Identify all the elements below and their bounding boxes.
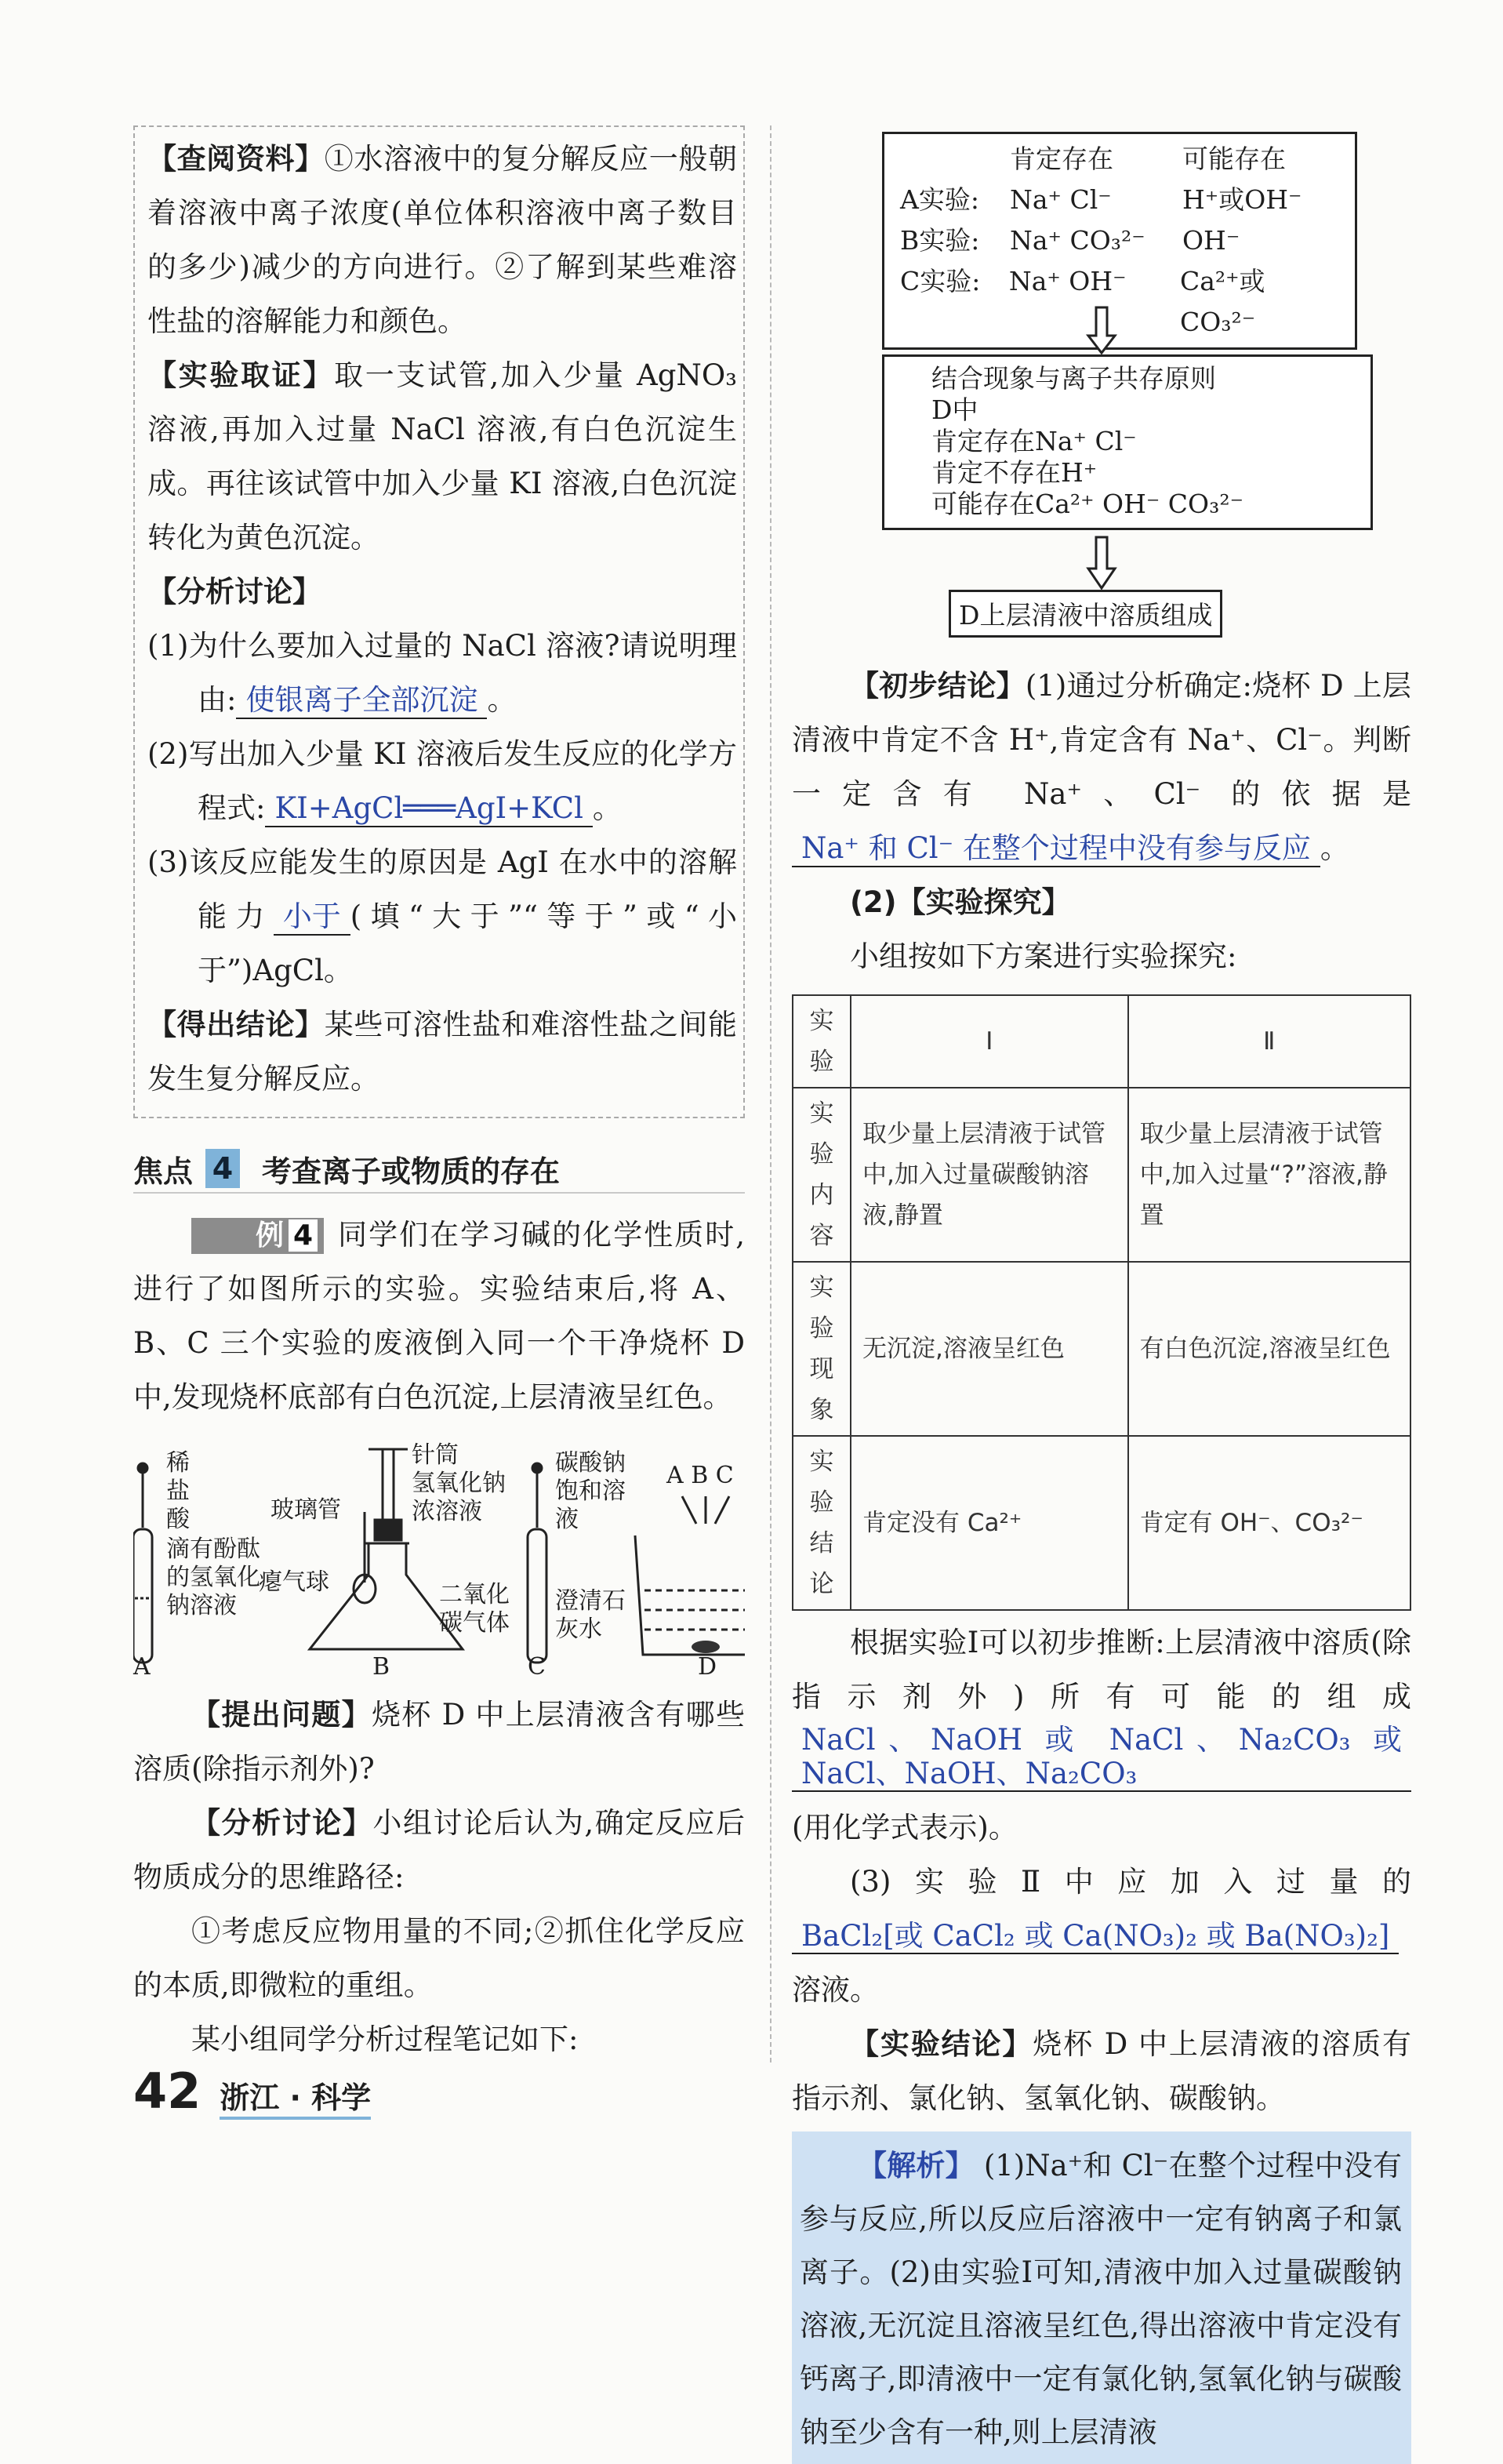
col-sure: 肯定存在 [1010,144,1113,174]
table-row [793,1088,1410,1262]
label-glass-tube: 玻璃管 [270,1496,341,1524]
path-text: ①考虑反应物用量的不同;②抓住化学反应的本质,即微粒的重组。 [133,1914,745,2002]
ref-head: 【查阅资料】 [147,142,325,176]
table-row [793,1262,1410,1436]
label-dilute-hcl: 稀盐酸 [166,1449,190,1533]
table-cell: 无沉淀,溶液呈红色 [851,1262,1128,1436]
focus-title: 考查离子或物质的存在 [262,1154,561,1189]
analysis-box [792,2131,1411,2464]
row-b-label: B实验: [900,225,980,256]
q3-end: 溶液。 [792,1972,879,2007]
row-c-label: C实验: [900,266,981,296]
experiment-figure [133,1441,745,1681]
row-a-maybe: H⁺或OH⁻ [1182,184,1302,215]
label-b: B [372,1653,390,1681]
ask-head: 【提出问题】 [191,1698,372,1732]
q3-answer: BaCl₂[或 CaCl₂ 或 Ca(NO₃)₂ 或 Ba(NO₃)₂] [792,1920,1399,1955]
table-cell: 取少量上层清液于试管中,加入过量碳酸钠溶液,静置 [851,1088,1128,1262]
mid-line-1: 结合现象与离子共存原则 [931,363,1216,394]
table-header-cell: 实验 [793,995,851,1088]
answer-1: 使银离子全部沉淀 [236,684,487,719]
focus-label: 焦点 [133,1154,194,1189]
label-naoh-solution: 氢氧化钠浓溶液 [412,1470,506,1525]
label-abc: A B C [666,1462,734,1489]
table-row [793,1436,1410,1610]
answer-3: 小于 [274,900,350,936]
row-b-maybe: OH⁻ [1182,225,1240,256]
exp2-text: 小组按如下方案进行实验探究: [850,939,1237,973]
table-cell: 实验内容 [793,1088,851,1262]
table-cell: 取少量上层清液于试管中,加入过量“?”溶液,静置 [1128,1088,1410,1262]
concl-text: 某些可溶性盐和难溶性盐之间能发生复分解反应。 [147,1008,738,1096]
column-divider [770,125,771,2062]
row-c-sure: Na⁺ OH⁻ [1008,266,1127,296]
label-a: A [133,1653,151,1681]
table-header-cell: Ⅰ [851,995,1128,1088]
pre-text: (1)通过分析确定:烧杯 D 上层清液中肯定不含 H⁺,肯定含有 Na⁺、Cl⁻。判断一定含有 Na⁺、Cl⁻ 的依据是 [792,669,1411,811]
infer-end: (用化学式表示)。 [792,1810,1018,1844]
flow-mid-box [882,354,1373,530]
label-c: C [528,1653,546,1681]
table-cell: 肯定没有 Ca²⁺ [851,1436,1128,1610]
row-b-sure: Na⁺ CO₃²⁻ [1010,225,1145,256]
page-number: 42 [133,2062,201,2120]
infer-text: 根据实验Ⅰ可以初步推断:上层清液中溶质(除指示剂外)所有可能的组成 [792,1626,1411,1714]
label-co2: 二氧化碳气体 [439,1581,510,1637]
disc-head: 【分析讨论】 [147,575,321,609]
question-3: (3)该反应能发生的原因是 AgI 在水中的溶解能力 [147,845,737,933]
example-label: 例 [256,1219,285,1252]
example-number: 4 [289,1219,318,1252]
focus-number: 4 [205,1149,240,1188]
table-cell: 有白色沉淀,溶液呈红色 [1128,1262,1410,1436]
example-paragraph [133,1208,745,1424]
mid-line-5: 可能存在Ca²⁺ OH⁻ CO₃²⁻ [931,489,1243,519]
left-column [133,125,745,2066]
right-column [792,125,1411,2464]
concl2-head: 【实验结论】 [850,2026,1033,2061]
analysis-head: 【解析】 [858,2148,975,2182]
question-1: (1)为什么要加入过量的 NaCl 溶液?请说明理由: [147,629,737,717]
exp-head: 【实验取证】 [147,358,335,392]
q3-text: (3)实验Ⅱ中应加入过量的 [850,1864,1411,1899]
ask-text: 烧杯 D 中上层清液含有哪些溶质(除指示剂外)? [133,1698,745,1786]
mid-line-3: 肯定存在Na⁺ Cl⁻ [931,426,1137,456]
answer-2: KI+AgCl═══AgI+KCl [265,792,592,827]
flow-bottom-box: D上层清液中溶质组成 [949,590,1222,638]
label-na2co3: 碳酸钠饱和溶液 [555,1449,626,1533]
concl2-text: 烧杯 D 中上层清液的溶质有指示剂、氯化钠、氢氧化钠、碳酸钠。 [792,2026,1412,2115]
label-balloon: 瘪气球 [259,1568,329,1596]
example-text: 同学们在学习碱的化学性质时,进行了如图所示的实验。实验结束后,将 A、B、C 三个实验的废液倒入同一个干净烧杯 D 中,发现烧杯底部有白色沉淀,上层清液呈红色。 [133,1218,745,1414]
analysis-flowchart [792,125,1411,659]
mid-line-4: 肯定不存在H⁺ [931,457,1098,488]
infer-answer: NaCl、NaOH 或 NaCl、Na₂CO₃ 或 NaCl、NaOH、Na₂CO₃ [792,1724,1411,1792]
mid-line-2: D中 [931,394,978,425]
pre-head: 【初步结论】 [850,669,1026,703]
question-1-end: 。 [487,683,517,717]
label-limewater: 澄清石灰水 [555,1587,626,1643]
example-badge [191,1218,324,1254]
disc2-text: 小组讨论后认为,确定反应后物质成分的思维路径: [133,1806,746,1894]
table-header-cell: Ⅱ [1128,995,1410,1088]
reference-box [133,125,745,1118]
question-2: (2)写出加入少量 KI 溶液后发生反应的化学方程式: [147,737,737,825]
disc2-head: 【分析讨论】 [191,1806,373,1840]
pre-end: 。 [1320,831,1349,865]
ref-text: ①水溶液中的复分解反应一般朝着溶液中离子浓度(单位体积溶液中离子数目的多少)减少的方向进行。②了解到某些难溶性盐的溶解能力和颜色。 [147,142,738,338]
row-a-label: A实验: [900,184,979,215]
table-cell: 实验结论 [793,1436,851,1610]
label-naoh-phenolphthalein: 滴有酚酞的氢氧化钠溶液 [166,1535,260,1619]
note-text: 某小组同学分析过程笔记如下: [191,2022,579,2056]
focus-heading [133,1145,745,1194]
exp2-head: (2)【实验探究】 [850,885,1071,919]
analysis-text: (1)Na⁺和 Cl⁻在整个过程中没有参与反应,所以反应后溶液中一定有钠离子和氯离子。(2)由实验Ⅰ可知,清液中加入过量碳酸钠溶液,无沉淀且溶液呈红色,得出溶液中肯定没有钙离子,即清液中一定有氯化钠,氢氧化钠与碳酸钠至少含有一种,则上层清液 [800,2148,1402,2449]
table-cell: 实验现象 [793,1262,851,1436]
question-2-end: 。 [592,791,622,825]
experiment-table [792,994,1411,1611]
col-maybe: 可能存在 [1182,144,1286,174]
exp-text: 取一支试管,加入少量 AgNO₃ 溶液,再加入过量 NaCl 溶液,有白色沉淀生成。再往该试管中加入少量 KI 溶液,白色沉淀转化为黄色沉淀。 [147,358,738,554]
row-c-maybe: Ca²⁺或CO₃²⁻ [1179,266,1265,337]
table-cell: 肯定有 OH⁻、CO₃²⁻ [1128,1436,1410,1610]
concl-head: 【得出结论】 [147,1008,325,1041]
table-header-row [793,995,1410,1088]
page-footer [133,2062,371,2120]
pre-answer: Na⁺ 和 Cl⁻ 在整个过程中没有参与反应 [792,832,1320,867]
question-3-end: (填“大于”“等于”或“小于”)AgCl。 [198,899,738,987]
row-a-sure: Na⁺ Cl⁻ [1010,184,1112,215]
book-name: 浙江 · 科学 [220,2073,371,2120]
label-d: D [698,1653,717,1681]
label-syringe: 针筒 [412,1441,459,1469]
